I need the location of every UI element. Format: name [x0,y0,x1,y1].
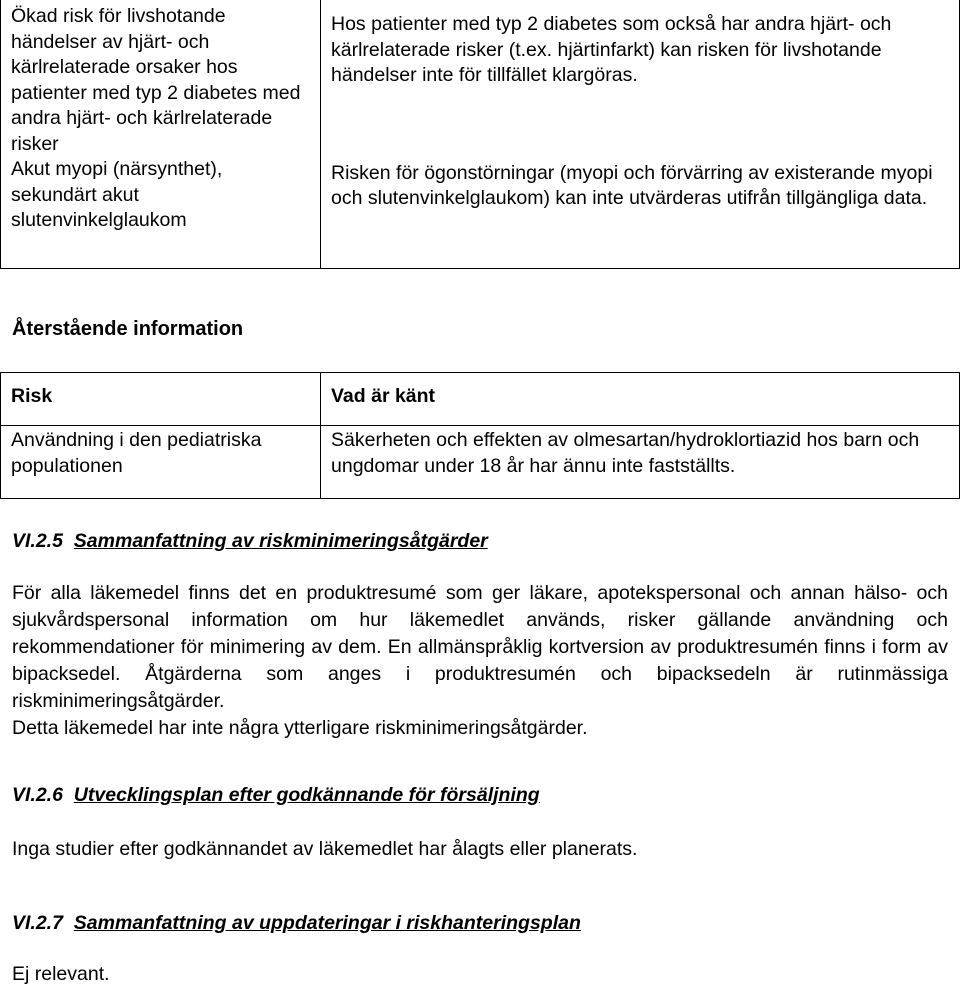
column-header-risk: Risk [11,385,53,407]
section-26-heading [12,784,540,807]
row-risk-cell [1,426,321,499]
section-25-body: För alla läkemedel finns det en produktresumé som ger läkare, apotekspersonal och annan hälso- och sjukvårdspersonal information om hur läkemedlet används, risker gällande användning och rekommendationer för minimering av dem. En allmänspråklig kortversion av produktresumén finns i form av bipacksedel. Åtgärderna som anges i produktresumén och bipacksedeln är rutinmässiga riskminimeringsåtgärder. [12,582,948,712]
section-27-number: VI.2.7 [12,912,63,934]
row-known-cell [321,426,960,499]
table-row [1,426,960,499]
section-27-title: Sammanfattning av uppdateringar i riskhanteringsplan [73,912,581,934]
header-risk [1,373,321,426]
section-26-title: Utvecklingsplan efter godkännande för försäljning [73,784,540,806]
known-text-cardiovascular: Hos patienter med typ 2 diabetes som också har andra hjärt- och kärlrelaterade risker (t.ex. hjärtinfarkt) kan risken för livshotande händelser inte för tillfället klargöras. [331,13,892,86]
table-row [1,0,960,269]
known-cell [321,0,960,269]
section-25-body-2: Detta läkemedel har inte några ytterligare riskminimeringsåtgärder. [12,717,588,739]
risk-cell [1,0,321,269]
known-text-myopia: Risken för ögonstörningar (myopi och förvärring av existerande myopi och slutenvinkelglaukom) kan inte utvärderas utifrån tillgängliga data. [331,161,933,209]
section-25-title: Sammanfattning av riskminimeringsåtgärder [73,530,488,552]
row-risk-text: Användning i den pediatriska populationen [11,429,262,477]
header-known [321,373,960,426]
risk-table-top [0,0,960,269]
section-25-number: VI.2.5 [12,530,63,552]
section-27-body: Ej relevant. [12,963,110,985]
risk-label-cardiovascular: Ökad risk för livshotande händelser av hjärt- och kärlrelaterade orsaker hos patienter med typ 2 diabetes med andra hjärt- och kärlrelaterade risker [11,5,301,155]
remaining-info-table [0,372,960,499]
section-27-heading [12,912,581,935]
section-26-body: Inga studier efter godkännandet av läkemedlet har ålagts eller planerats. [12,838,638,860]
table-header-row [1,373,960,426]
column-header-known: Vad är känt [331,385,436,407]
risk-label-myopia: Akut myopi (närsynthet), sekundärt akut slutenvinkelglaukom [11,158,223,231]
remaining-info-heading: Återstående information [12,318,244,340]
section-25-heading [12,530,488,553]
row-known-text: Säkerheten och effekten av olmesartan/hydroklortiazid hos barn och ungdomar under 18 år har ännu inte fastställts. [331,429,920,477]
section-26-number: VI.2.6 [12,784,63,806]
